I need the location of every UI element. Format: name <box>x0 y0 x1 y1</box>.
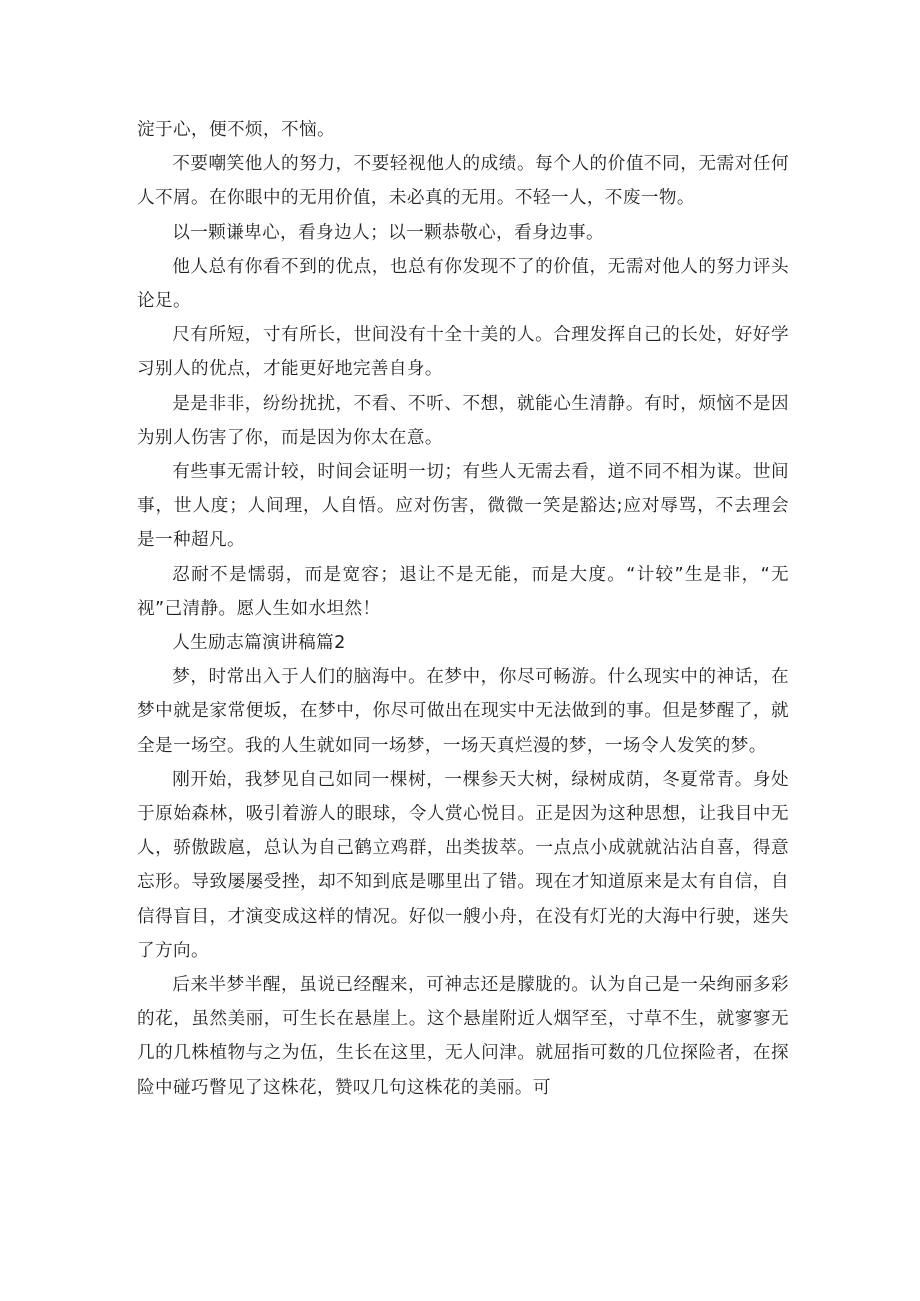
paragraph: 刚开始，我梦见自己如同一棵树，一棵参天大树，绿树成荫，冬夏常青。身处于原始森林，吸引着游人的眼球，令人赏心悦目。正是因为这种思想，让我目中无人，骄傲跋扈，总认为自己鹤立鸡群，出类拔萃。一点点小成就就沾沾自喜，得意忘形。导致屡屡受挫，却不知到底是哪里出了错。现在才知道原来是太有自信，自信得盲目，才演变成这样的情况。好似一艘小舟，在没有灯光的大海中行驶，迷失了方向。 <box>137 769 789 961</box>
paragraph-continuation: 淀于心，便不烦，不恼。 <box>137 120 335 140</box>
paragraph: 尺有所短，寸有所长，世间没有十全十美的人。合理发挥自己的长处，好好学习别人的优点，才能更好地完善自身。 <box>137 325 789 380</box>
paragraph: 后来半梦半醒，虽说已经醒来，可神志还是朦胧的。认为自己是一朵绚丽多彩的花，虽然美丽，可生长在悬崖上。这个悬崖附近人烟罕至，寸草不生，就寥寥无几的几株植物与之为伍，生长在这里，无人问津。就屈指可数的几位探险者，在探险中碰巧瞥见了这株花，赞叹几句这株花的美丽。可 <box>137 975 789 1098</box>
paragraph: 他人总有你看不到的优点，也总有你发现不了的价值，无需对他人的努力评头论足。 <box>137 256 789 312</box>
paragraph: 忍耐不是懦弱，而是宽容；退让不是无能，而是大度。“计较”生是非，“无视”己清静。愿人生如水坦然！ <box>137 564 789 619</box>
paragraph: 有些事无需计较，时间会证明一切；有些人无需去看，道不同不相为谋。世间事，世人度；人间理，人自悟。应对伤害，微微一笑是豁达;应对辱骂，不去理会是一种超凡。 <box>137 462 789 551</box>
paragraph: 是是非非，纷纷扰扰，不看、不听、不想，就能心生清静。有时，烦恼不是因为别人伤害了你，而是因为你太在意。 <box>137 393 789 448</box>
paragraph: 以一颗谦卑心，看身边人；以一颗恭敬心，看身边事。 <box>172 222 605 243</box>
section-heading: 人生励志篇演讲稿篇2 <box>172 633 346 654</box>
paragraph: 不要嘲笑他人的努力，不要轻视他人的成绩。每个人的价值不同，无需对任何人不屑。在你眼中的无用价值，未必真的无用。不轻一人，不废一物。 <box>137 154 789 209</box>
paragraph: 梦，时常出入于人们的脑海中。在梦中，你尽可畅游。什么现实中的神话，在梦中就是家常便坂，在梦中，你尽可做出在现实中无法做到的事。但是梦醒了，就全是一场空。我的人生就如同一场梦，一场天真烂漫的梦，一场令人发笑的梦。 <box>137 667 789 756</box>
document-body <box>137 113 789 1105</box>
